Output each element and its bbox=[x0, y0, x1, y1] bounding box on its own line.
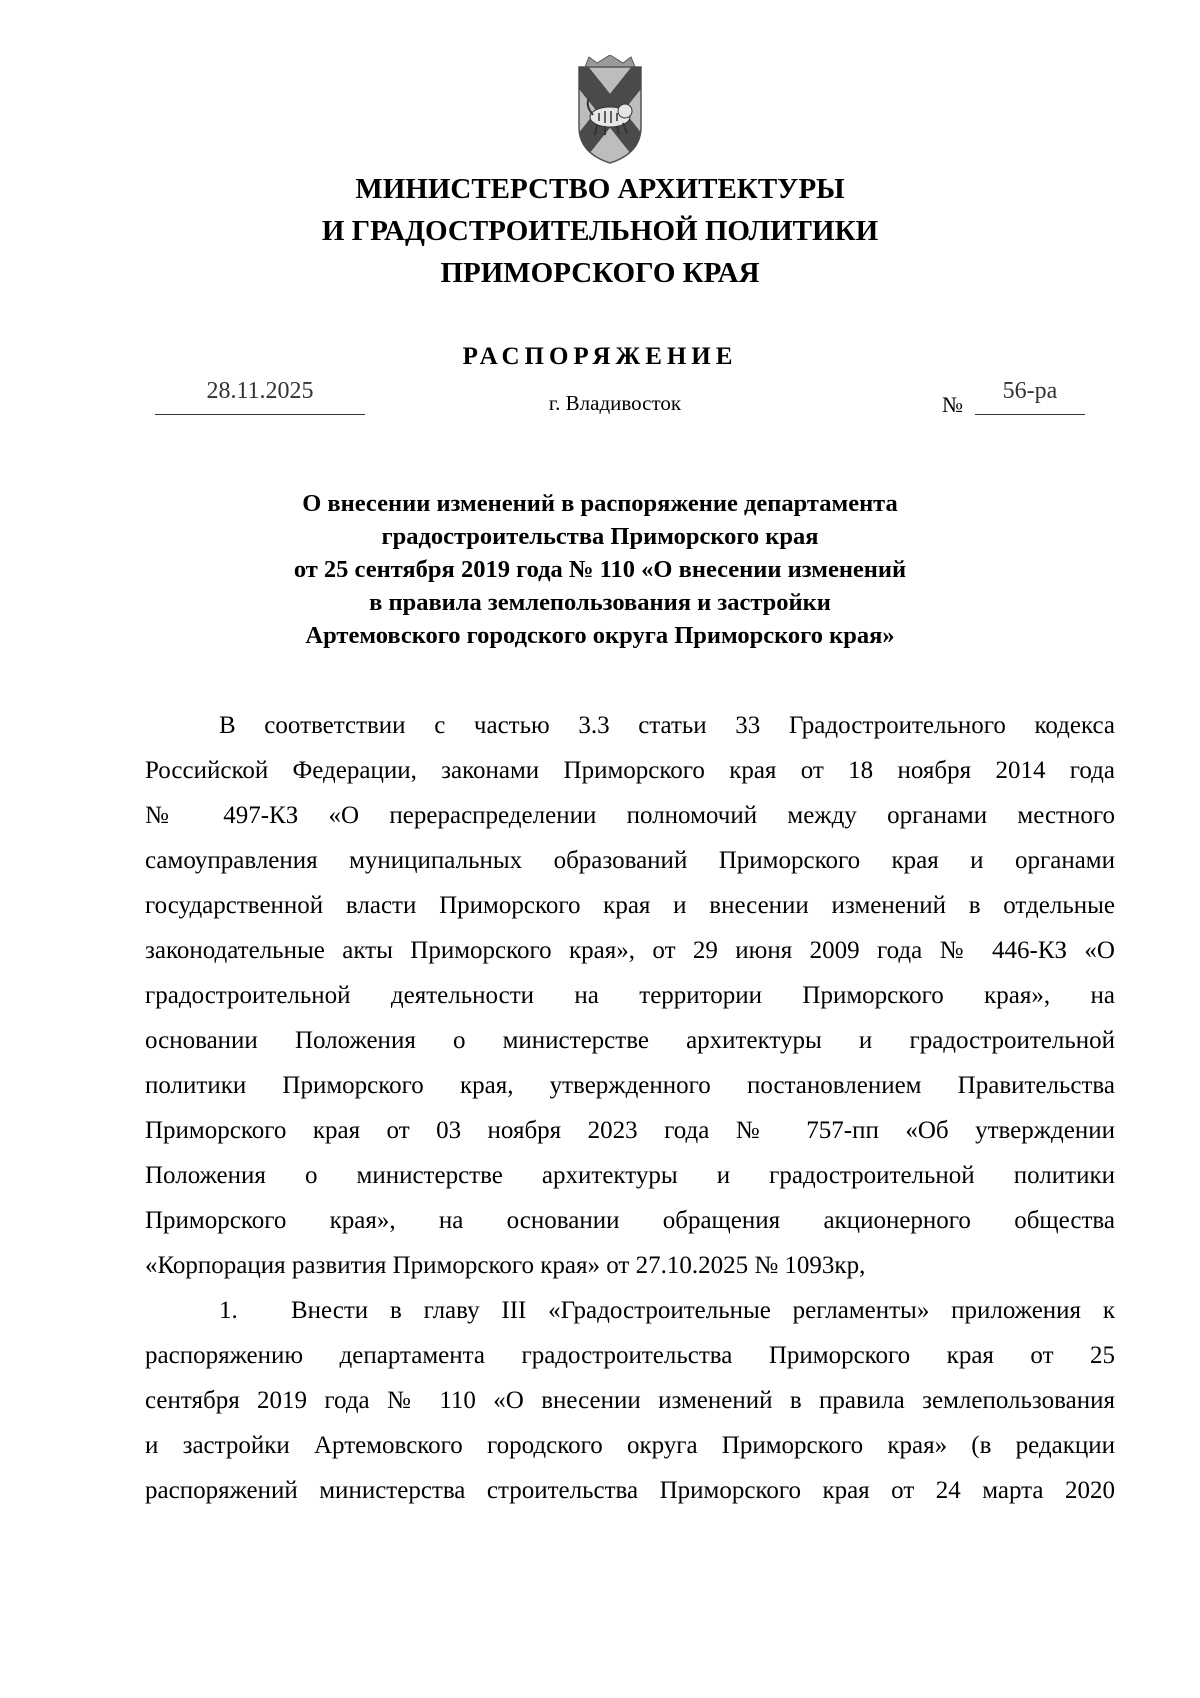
paragraph-line: градостроительной деятельности на территории Приморского края», на bbox=[145, 982, 1115, 1009]
paragraph-line: «Корпорация развития Приморского края» от 27.10.2025 № 1093кр, bbox=[145, 1252, 866, 1279]
paragraph-line: В соответствии с частью 3.3 статьи 33 Градостроительного кодекса bbox=[219, 712, 1115, 739]
order-number: 56-ра bbox=[1002, 378, 1058, 404]
item-1-text: Внести в главу III «Градостроительные регламенты» приложения к bbox=[291, 1297, 1115, 1324]
subject-line: Артемовского городского округа Приморского края» bbox=[305, 622, 895, 649]
paragraph-line: № 497-КЗ «О перераспределении полномочий между органами местного bbox=[145, 802, 1115, 829]
order-title: РАСПОРЯЖЕНИЕ bbox=[462, 343, 738, 370]
item-line: сентября 2019 года № 110 «О внесении изменений в правила землепользования bbox=[145, 1387, 1115, 1414]
item-1-number: 1. bbox=[219, 1297, 238, 1324]
number-underline bbox=[975, 414, 1085, 415]
item-line: распоряжению департамента градостроительства Приморского края от 25 bbox=[145, 1342, 1115, 1369]
item-line: распоряжений министерства строительства Приморского края от 24 марта 2020 bbox=[145, 1477, 1115, 1504]
subject-line: градостроительства Приморского края bbox=[381, 523, 819, 550]
ministry-line-2: И ГРАДОСТРОИТЕЛЬНОЙ ПОЛИТИКИ bbox=[321, 215, 879, 247]
paragraph-line: политики Приморского края, утвержденного постановлением Правительства bbox=[145, 1072, 1115, 1099]
item-1-first-line bbox=[219, 1297, 1115, 1325]
item-line: и застройки Артемовского городского округа Приморского края» (в редакции bbox=[145, 1432, 1115, 1459]
paragraph-line: Положения о министерстве архитектуры и градостроительной политики bbox=[145, 1162, 1115, 1189]
coat-of-arms-emblem bbox=[575, 55, 645, 167]
paragraph-line: Приморского края от 03 ноября 2023 года № 757-пп «Об утверждении bbox=[145, 1117, 1115, 1144]
paragraph-line: самоуправления муниципальных образований Приморского края и органами bbox=[145, 847, 1115, 874]
paragraph-line: Российской Федерации, законами Приморского края от 18 ноября 2014 года bbox=[145, 757, 1115, 784]
subject-line: от 25 сентября 2019 года № 110 «О внесении изменений bbox=[293, 556, 907, 583]
paragraph-line: основании Положения о министерстве архитектуры и градостроительной bbox=[145, 1027, 1115, 1054]
paragraph-line: Приморского края», на основании обращения акционерного общества bbox=[145, 1207, 1115, 1234]
ministry-heading bbox=[0, 168, 1200, 294]
subject-line: О внесении изменений в распоряжение департамента bbox=[302, 490, 898, 517]
order-subject bbox=[150, 487, 1050, 652]
ministry-line-1: МИНИСТЕРСТВО АРХИТЕКТУРЫ bbox=[355, 173, 845, 205]
order-city: г. Владивосток bbox=[548, 391, 682, 415]
paragraph-line: государственной власти Приморского края и внесении изменений в отдельные bbox=[145, 892, 1115, 919]
number-sign: № bbox=[942, 392, 963, 417]
order-date: 28.11.2025 bbox=[206, 378, 314, 404]
subject-line: в правила землепользования и застройки bbox=[369, 589, 831, 616]
ministry-line-3: ПРИМОРСКОГО КРАЯ bbox=[440, 257, 760, 289]
paragraph-line: законодательные акты Приморского края», от 29 июня 2009 года № 446-КЗ «О bbox=[145, 937, 1115, 964]
date-underline bbox=[155, 414, 365, 415]
